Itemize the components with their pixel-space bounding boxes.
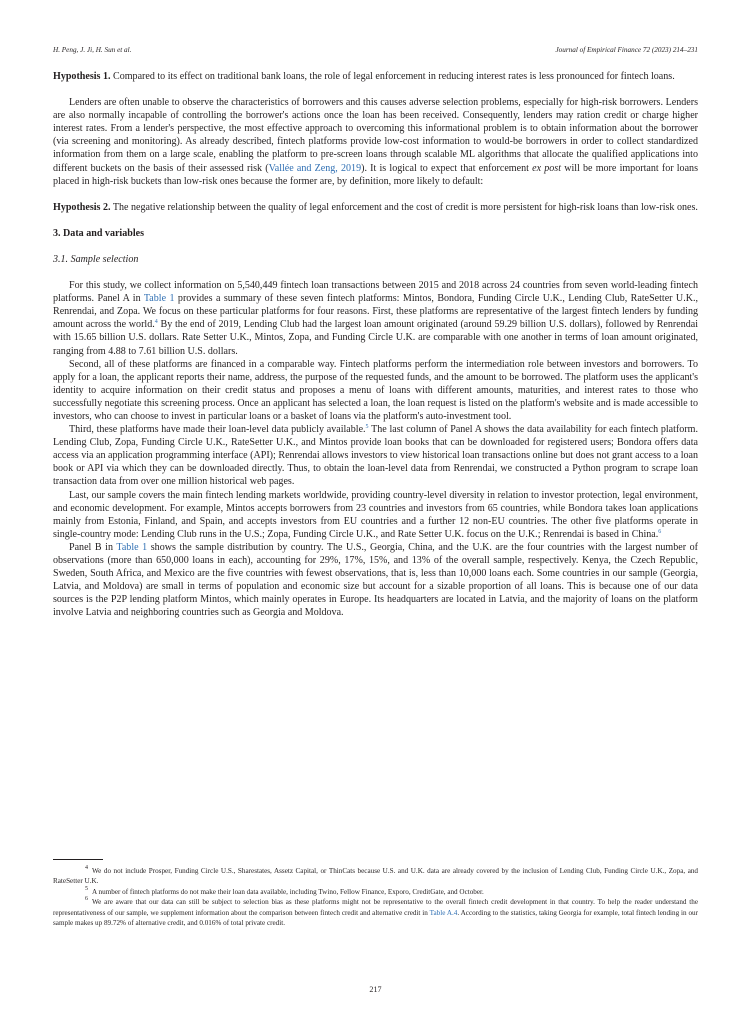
footnotes [53,866,698,928]
paragraph-last-text-a: Last, our sample covers the main fintech lending markets worldwide, providing country-level diversity in relation to investor protection, legal environment, and economic development. For example, Mintos accepts borrowers from 23 countries and investors from 65 countries, while Bondora takes loan applications mainly from Estonia, Finland, and Spain, and accepts investors from EU countries and a further 12 non-EU countries. The other five platforms operate in single-country mode: Lending Club runs in the U.S.; Zopa, Funding Circle U.K., and Rate Setter U.K. focus on the U.K.; Renrendai is based in China. [53,489,698,540]
paragraph-third-text-b: The last column of Panel A shows the data availability for each fintech platform. Lending Club, Zopa, Funding Circle U.K., RateSetter U.K., and Mintos provide loan books that can be downloaded for registered users; Bondora offers data access via an application programming interface (API); Renrendai allows investors to view historical loan transactions online but does not grant access to a loan book or API via which they can be downloaded directly. Thus, to obtain the loan-level data from Renrendai, we constructed a Python program to scrape loan transaction data from over one million historical web pages. [53,424,698,488]
hypothesis-2-label: Hypothesis 2. [53,201,111,213]
footnote-6-text-b: . According to the statistics, taking Georgia for example, total fintech lending in our sample makes up 89.72% of alternative credit, and 0.016% of total private credit. [53,908,698,928]
citation-vallee-zeng-link[interactable]: Vallée and Zeng, 2019 [268,162,362,174]
footnote-4: $^4$ We do not include Prosper, Funding Circle U.S., Sharestates, Assetz Capital, or ThinCats because U.S. and U.K. data are already covered by the inclusion of Lending Club, Funding Circle U.K., Zopa, and RateSetter U.K. [53,865,698,886]
paragraph-panel-b [53,541,698,620]
paragraph-study-text-a: For this study, we collect information on 5,540,449 fintech loan transactions between 2015 and 2018 across 24 countries from seven world-leading fintech platforms. Panel A in [53,280,698,305]
paragraph-panel-b-text-a: Panel B in [69,541,117,553]
paragraph-study [53,279,698,358]
paragraph-study-text-b: provides a summary of these seven fintech platforms: Mintos, Bondora, Funding Circle U.K., Lending Club, RateSetter U.K., Renrendai, and Zopa. We focus on these particular platforms for four reasons. First, these platforms are representative of the largest fintech lenders by funding amount across the world. [53,293,698,331]
hypothesis-2 [53,201,698,214]
header-authors: H. Peng, J. Ji, H. Sun et al. [53,46,132,54]
paragraph-third [53,423,698,488]
ex-post-italic: ex post [532,162,561,174]
paragraph-lenders [53,96,698,188]
table-1-link[interactable]: Table 1 [143,293,175,305]
paragraph-lenders-text-b: ). It is logical to expect that enforcement [361,162,533,174]
footnote-5: $^5$ A number of fintech platforms do not make their loan data available, including Twino, Fellow Finance, Exporo, CreditGate, and October. [85,885,484,896]
hypothesis-1 [53,70,698,83]
footnote-4-ref[interactable]: 4 [154,319,158,326]
paragraph-lenders-text-c: will be more important for loans placed in high-risk buckets than low-risk ones because the former are, by definition, more likely to default: [53,162,698,187]
table-a4-link[interactable]: Table A.4 [429,908,458,917]
footnote-5-ref[interactable]: 5 [365,424,369,431]
body-text [53,70,698,619]
footnote-6: $^6$ We are aware that our data can still be subject to selection bias as these platforms might not be representative to the overall fintech credit development in that country. To help the reader understand the representativeness of our sample, we supplement information about the comparison between fintech credit and alternative credit in Table A.4. According to the statistics, taking Georgia for example, total fintech lending in our sample makes up 89.72% of alternative credit, and 0.016% of total private credit. [53,896,698,928]
paragraph-study-text-c: By the end of 2019, Lending Club had the largest loan amount originated (around 59.29 billion U.S. dollars), followed by Renrendai with 15.65 billion U.S. dollars. Rate Setter U.K., Mintos, Zopa, and Funding Circle U.K. are comparable with one another in terms of loan amount originated, ranging from 4.88 to 7.61 billion U.S. dollars. [53,319,698,357]
footnote-4-text: We do not include Prosper, Funding Circle U.S., Sharestates, Assetz Capital, or ThinCats because U.S. and U.K. data are already covered by the inclusion of Lending Club, Funding Circle U.K., Zopa, and RateSetter U.K. [53,867,698,886]
paragraph-last [53,489,698,541]
footnote-6-text-a: We are aware that our data can still be subject to selection bias as these platforms might not be representative to the overall fintech credit development in that country. To help the reader understand the representativeness of our sample, we supplement information about the comparison between fintech credit and alternative credit in [53,898,698,917]
hypothesis-1-label: Hypothesis 1. [53,71,111,82]
footnote-divider [53,859,103,860]
paragraph-third-text-a: Third, these platforms have made their loan-level data publicly available. [69,424,366,436]
page-number: 217 [369,985,382,994]
subsection-heading: 3.1. Sample selection [53,253,139,265]
table-1-link-panel-b[interactable]: Table 1 [116,541,148,553]
section-heading: 3. Data and variables [53,227,144,239]
footnote-5-text: A number of fintech platforms do not make their loan data available, including Twino, Fellow Finance, Exporo, CreditGate, and October. [92,887,484,896]
paragraph-lenders-text-a: Lenders are often unable to observe the characteristics of borrowers and this causes adverse selection problems, especially for high-risk borrowers. Lenders are also normally incapable of controlling the borrower's actions once the loan has been received. Consequently, lenders may ration credit or charge higher interest rates. From a lender's perspective, the most effective approach to overcoming this informational problem is to obtain information about the borrower (via screening and monitoring). As already described, fintech platforms provide low-cost information to would-be borrowers in order to collect standardized information from them on a large scale, enabling the platform to pre-screen loans through scalable ML algorithms that allocate the qualified applications into different buckets on the basis of their assessed risk ( [53,97,698,174]
running-header [53,46,698,54]
paragraph-panel-b-text-b: shows the sample distribution by country. The U.S., Georgia, China, and the U.K. are the four countries with the largest number of observations (more than 650,000 loans in each), accounting for 29%, 17%, 15%, and 13% of the overall sample, respectively. Kenya, the Czech Republic, Sweden, South Africa, and Mexico are the five countries with fewest observations, that is, less than 10,000 loans each. Some countries in our sample (Georgia, Latvia, and Moldova) are small in terms of population and economic size but account for a sizable proportion of all loans. This is because one of our data sources is the P2P lending platform Mintos, which mainly operates in Europe. Its headquarters are located in Latvia, and the majority of loans on the platform involve Latvia and neighboring countries such as Georgia and Moldova. [53,541,698,619]
paragraph-second: Second, all of these platforms are financed in a comparable way. Fintech platforms perform the intermediation role between investors and borrowers. To apply for a loan, the applicant reports their name, address, the purpose of the requested funds, and the amount to be borrowed. The platform uses the applicant's identity to acquire information on their credit status and proposes a menu of loans with different amounts, maturities, and interest rates to those who successfully negotiate this screening process. Once an applicant has selected a loan, the loan request is listed on the platform's website and is made accessible to investors, who can choose to invest in particular loans or a basket of loans via the platform's auto-investment tool. [53,358,698,422]
header-journal: Journal of Empirical Finance 72 (2023) 214–231 [555,46,698,54]
hypothesis-2-text: The negative relationship between the quality of legal enforcement and the cost of credit is more persistent for high-risk loans than low-risk ones. [110,201,698,213]
hypothesis-1-text: Compared to its effect on traditional bank loans, the role of legal enforcement in reducing interest rates is less pronounced for fintech loans. [110,71,675,82]
footnote-6-ref[interactable]: 6 [658,528,662,535]
